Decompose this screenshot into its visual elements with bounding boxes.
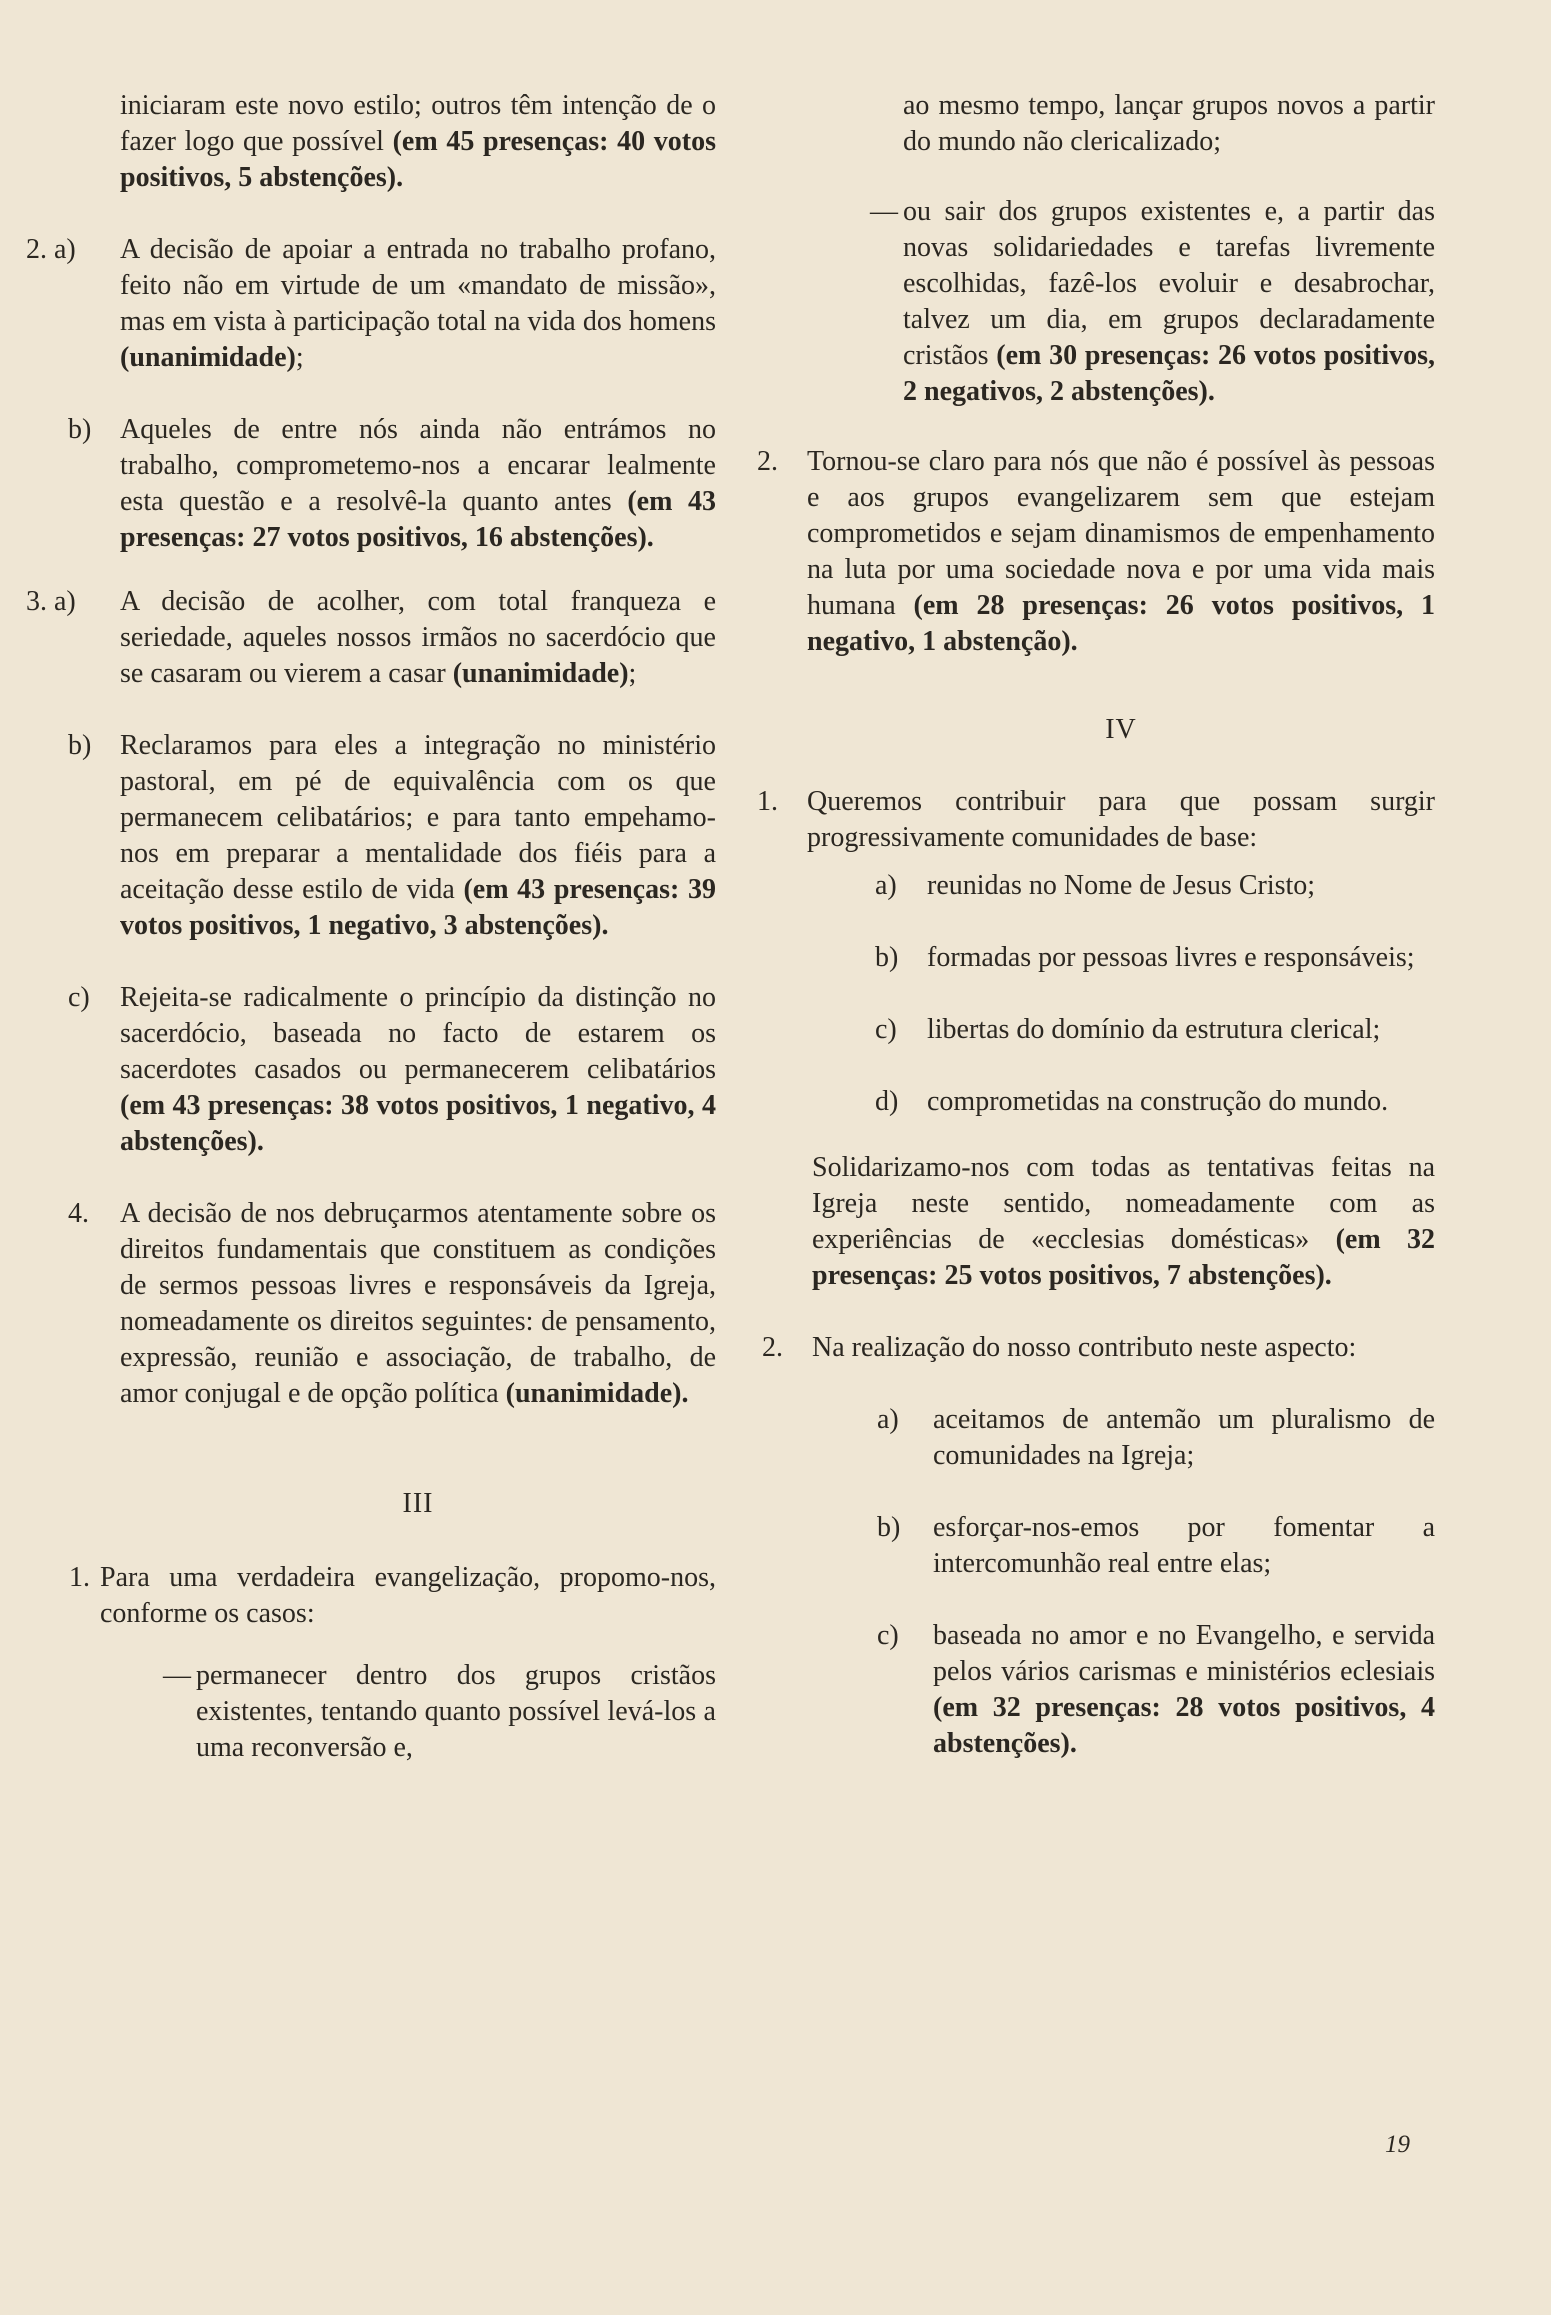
section-iv-sub2-c-label: c) bbox=[877, 1620, 899, 1651]
solidarity-vote: (em 32 presenças: 25 votos positivos, 7 abstenções). bbox=[812, 1224, 1436, 1291]
item-3c bbox=[68, 980, 716, 1160]
item-2a bbox=[26, 232, 716, 376]
section-iv-sub-a-label: a) bbox=[875, 870, 897, 901]
section-iv-item-2-text: Na realização do nosso contributo neste aspecto: bbox=[812, 1332, 1357, 1363]
section-iii-item-2-text: Tornou-se claro para nós que não é possível às pessoas e aos grupos evangelizarem sem que estejam comprometidos e sejam dinamismos de empenhamento na luta por uma sociedade nova e por uma vida mais humana bbox=[807, 446, 1435, 621]
section-iv-sub-c-label: c) bbox=[875, 1014, 897, 1045]
item-4 bbox=[68, 1196, 716, 1412]
item-2a-text: A decisão de apoiar a entrada no trabalho profano, feito não em virtude de um «mandato de missão», mas em vista à participação total na vida dos homens bbox=[120, 234, 716, 337]
left-column bbox=[26, 88, 716, 1766]
section-iv-item-2 bbox=[762, 1330, 1435, 1366]
section-iv-sub-b-label: b) bbox=[875, 942, 899, 973]
section-iv-sub2-c bbox=[877, 1618, 1435, 1762]
intro-vote: (em 45 presenças: 40 votos positivos, 5 abstenções). bbox=[120, 126, 716, 193]
section-iii-dash-1-label: — bbox=[163, 1660, 191, 1691]
right-column bbox=[745, 88, 1435, 1762]
section-iii-dash-1 bbox=[163, 1658, 716, 1766]
section-iv-item-1 bbox=[757, 784, 1435, 856]
section-iv-sub2-a-text: aceitamos de antemão um pluralismo de comunidades na Igreja; bbox=[933, 1404, 1435, 1471]
section-iii-item-2-label: 2. bbox=[757, 446, 778, 477]
section-iv-sub2-c-text: baseada no amor e no Evangelho, e servida pelos vários carismas e ministérios eclesiais bbox=[933, 1620, 1435, 1687]
item-3c-vote: (em 43 presenças: 38 votos positivos, 1 negativo, 4 abstenções). bbox=[120, 1090, 716, 1157]
item-2b bbox=[68, 412, 716, 556]
item-3c-text: Rejeita-se radicalmente o princípio da distinção no sacerdócio, baseada no facto de estarem os sacerdotes casados ou permanecerem celibatários bbox=[120, 982, 716, 1085]
dash-1-continuation bbox=[903, 88, 1435, 160]
section-iv-sub-b bbox=[875, 940, 1435, 976]
section-iv-heading: IV bbox=[1105, 714, 1137, 745]
solidarity-paragraph bbox=[812, 1150, 1435, 1294]
section-iii-item-2 bbox=[757, 444, 1435, 660]
section-iv-sub2-b-label: b) bbox=[877, 1512, 901, 1543]
item-3a-text: A decisão de acolher, com total franqueza e seriedade, aqueles nossos irmãos no sacerdócio que se casaram ou vierem a casar bbox=[120, 586, 716, 689]
section-iv-sub2-b-text: esforçar-nos-emos por fomentar a intercomunhão real entre elas; bbox=[933, 1512, 1435, 1579]
section-iii-heading: III bbox=[402, 1488, 434, 1519]
section-iv-sub-d bbox=[875, 1084, 1435, 1120]
section-iv-sub2-c-vote: (em 32 presenças: 28 votos positivos, 4 abstenções). bbox=[933, 1692, 1435, 1759]
item-3a bbox=[26, 584, 716, 692]
intro-paragraph bbox=[120, 88, 716, 196]
section-iv-item-1-text: Queremos contribuir para que possam surgir progressivamente comunidades de base: bbox=[807, 786, 1435, 853]
item-3b-label: b) bbox=[68, 730, 92, 761]
item-3c-label: c) bbox=[68, 982, 90, 1013]
item-4-vote: (unanimidade). bbox=[505, 1378, 689, 1409]
section-iv-sub2-b bbox=[877, 1510, 1435, 1582]
item-2a-vote: (unanimidade) bbox=[120, 342, 296, 373]
section-iii-dash-1-text: permanecer dentro dos grupos cristãos existentes, tentando quanto possível levá-los a uma reconversão e, bbox=[196, 1660, 716, 1763]
item-3a-vote: (unanimidade) bbox=[452, 658, 629, 689]
section-iv-sub-a bbox=[875, 868, 1435, 904]
section-iii-item-1 bbox=[69, 1560, 716, 1632]
intro-text: iniciaram este novo estilo; outros têm intenção de o fazer logo que possível bbox=[120, 90, 716, 157]
section-iii-item-2-vote: (em 28 presenças: 26 votos positivos, 1 negativo, 1 abstenção). bbox=[807, 590, 1435, 657]
section-iii-item-1-label: 1. bbox=[69, 1562, 90, 1593]
item-2b-label: b) bbox=[68, 414, 92, 445]
item-3b-text: Reclaramos para eles a integração no ministério pastoral, em pé de equivalência com os que permanecem celibatários; e para tanto empehamo-nos em preparar a mentalidade dos fiéis para a aceitação desse estilo de vida bbox=[120, 730, 716, 905]
dash-2-label: — bbox=[870, 196, 898, 227]
section-iv-sub-b-text: formadas por pessoas livres e responsáveis; bbox=[927, 942, 1415, 973]
item-3a-label: 3. a) bbox=[26, 586, 76, 617]
section-iv-sub-d-text: comprometidas na construção do mundo. bbox=[927, 1086, 1389, 1117]
section-iv-sub2-a-label: a) bbox=[877, 1404, 899, 1435]
section-iv-sub-c-text: libertas do domínio da estrutura clerical; bbox=[927, 1014, 1381, 1045]
item-2b-text: Aqueles de entre nós ainda não entrámos no trabalho, comprometemo-nos a encarar lealmente esta questão e a resolvê-la quanto antes bbox=[120, 414, 716, 517]
page-number: 19 bbox=[1385, 2131, 1410, 2158]
item-2a-label: 2. a) bbox=[26, 234, 76, 265]
dash-2-text: ou sair dos grupos existentes e, a partir das novas solidariedades e tarefas livremente escolhidas, fazê-los evoluir e desabrochar, talvez um dia, em grupos declaradamente cristãos bbox=[903, 196, 1435, 371]
dash-2 bbox=[870, 194, 1436, 410]
dash-1-cont-text: ao mesmo tempo, lançar grupos novos a partir do mundo não clericalizado; bbox=[903, 90, 1435, 157]
item-3a-tail: ; bbox=[628, 658, 637, 689]
section-iv-item-1-label: 1. bbox=[757, 786, 778, 817]
section-iv-item-2-label: 2. bbox=[762, 1332, 783, 1363]
item-2b-vote: (em 43 presenças: 27 votos positivos, 16 abstenções). bbox=[120, 486, 716, 553]
item-2a-tail: ; bbox=[295, 342, 304, 373]
section-iv-sub-a-text: reunidas no Nome de Jesus Cristo; bbox=[927, 870, 1316, 901]
item-4-text: A decisão de nos debruçarmos atentamente sobre os direitos fundamentais que constituem as condições de sermos pessoas livres e responsáveis da Igreja, nomeadamente os direitos seguintes: de pensamento, expressão, reunião e associação, de trabalho, de amor conjugal e de opção política bbox=[120, 1198, 716, 1409]
item-4-label: 4. bbox=[68, 1198, 89, 1229]
section-iv-sub2-a bbox=[877, 1402, 1435, 1474]
solidarity-text: Solidarizamo-nos com todas as tentativas feitas na Igreja neste sentido, nomeadamente com as experiências de «ecclesias domésticas» bbox=[812, 1152, 1435, 1255]
section-iv-sub-c bbox=[875, 1012, 1435, 1048]
section-iv-sub-d-label: d) bbox=[875, 1086, 899, 1117]
section-iii-item-1-text: Para uma verdadeira evangelização, propomo-nos, conforme os casos: bbox=[100, 1562, 716, 1629]
dash-2-vote: (em 30 presenças: 26 votos positivos, 2 negativos, 2 abstenções). bbox=[903, 340, 1436, 407]
item-3b-vote: (em 43 presenças: 39 votos positivos, 1 negativo, 3 abstenções). bbox=[120, 874, 716, 941]
item-3b bbox=[68, 728, 716, 944]
